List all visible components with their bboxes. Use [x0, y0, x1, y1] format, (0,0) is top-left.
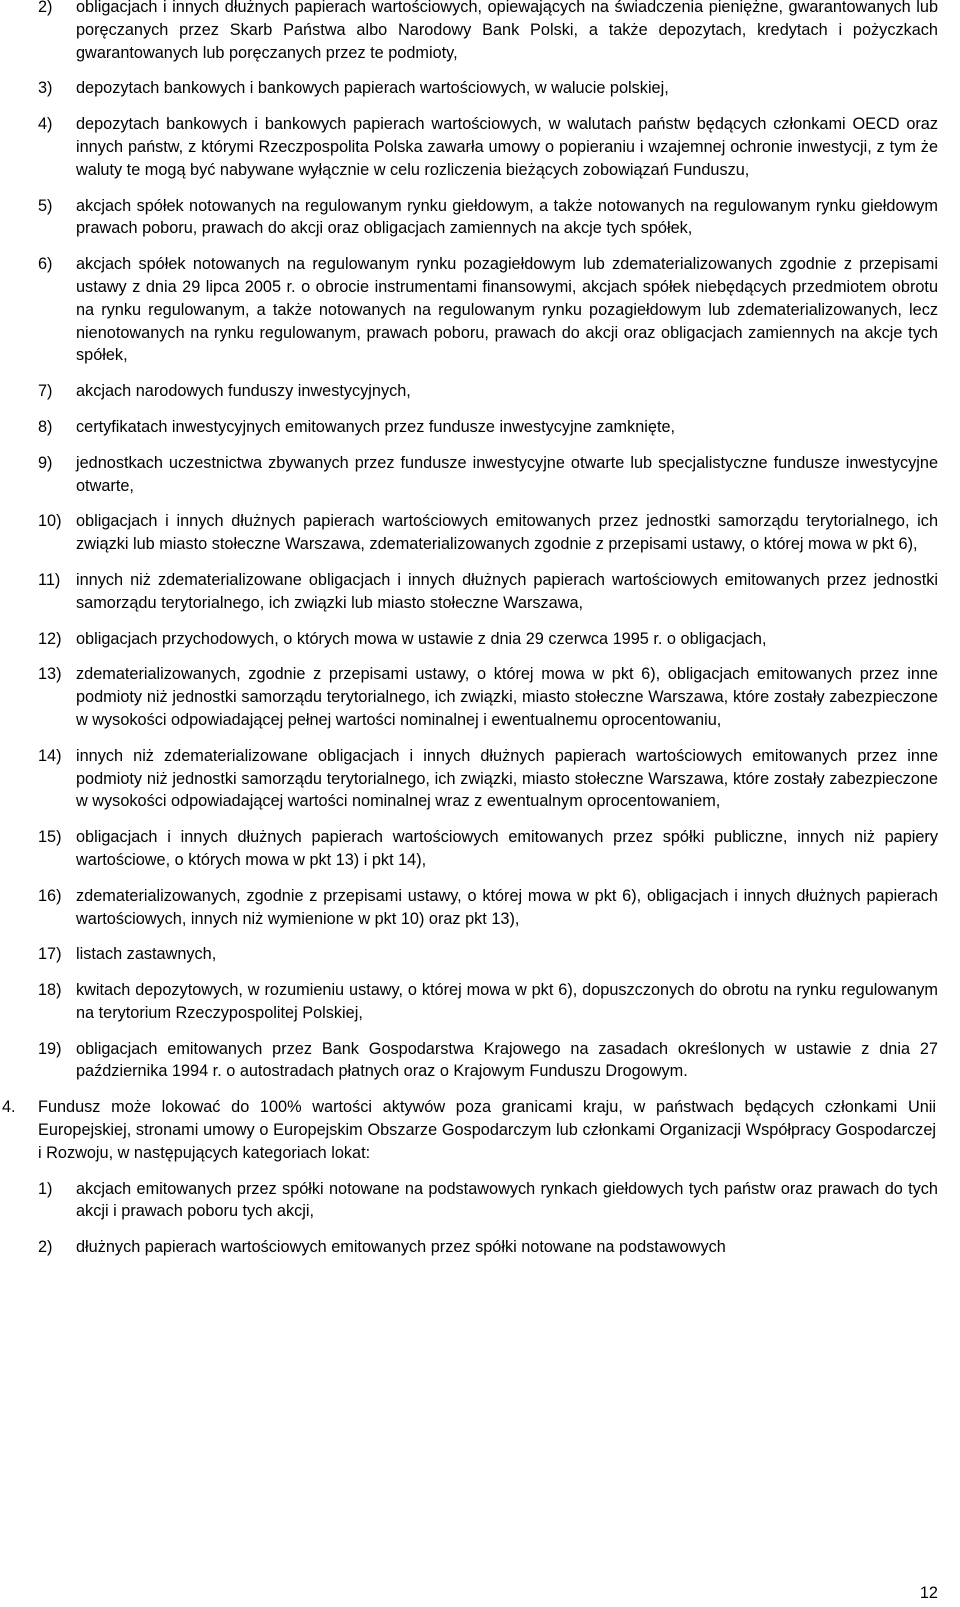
- list-item: [38, 113, 938, 181]
- list-item-number: 1): [38, 1179, 53, 1198]
- list-item-number: 2): [38, 1238, 53, 1257]
- investment-list-b: [0, 1178, 960, 1259]
- list-item-number: 3): [38, 79, 53, 98]
- list-item-number: 2): [38, 0, 53, 16]
- list-item: [38, 745, 938, 813]
- list-item-number: 4): [38, 115, 53, 134]
- list-item-text: jednostkach uczestnictwa zbywanych przez fundusze inwestycyjne otwarte lub specjalistyczne fundusze inwestycyjne otwarte,: [76, 453, 938, 495]
- list-item-text: zdematerializowanych, zgodnie z przepisami ustawy, o której mowa w pkt 6), obligacjach emitowanych przez inne podmioty niż jednostki samorządu terytorialnego, ich związki, miasto stołeczne Warszawa, które zostały zabezpieczone w wysokości odpowiadającej pełnej wartości nominalnej i ewentualnemu oprocentowaniu,: [76, 665, 938, 729]
- list-item-number: 15): [38, 828, 62, 847]
- list-item-text: kwitach depozytowych, w rozumieniu ustawy, o której mowa w pkt 6), dopuszczonych do obrotu na rynku regulowanym na terytorium Rzeczypospolitej Polskiej,: [76, 981, 938, 1022]
- list-item: [38, 452, 938, 498]
- list-item-number: 11): [38, 570, 61, 589]
- list-item-text: obligacjach emitowanych przez Bank Gospodarstwa Krajowego na zasadach określonych w ustawie z dnia 27 października 1994 r. o autostradach płatnych oraz o Krajowym Funduszu Drogowym.: [76, 1039, 938, 1081]
- list-item-text: innych niż zdematerializowane obligacjach i innych dłużnych papierach wartościowych emitowanych przez jednostki samorządu terytorialnego, ich związki lub miasto stołeczne Warszawa,: [76, 570, 938, 612]
- list-item: [38, 663, 938, 731]
- list-item-text: akcjach narodowych funduszy inwestycyjnych,: [76, 382, 411, 401]
- list-item-text: obligacjach przychodowych, o których mowa w ustawie z dnia 29 czerwca 1995 r. o obligacjach,: [76, 629, 767, 648]
- list-item-number: 10): [38, 512, 62, 531]
- list-item: [38, 380, 938, 403]
- list-item: [38, 1236, 938, 1259]
- list-item-number: 13): [38, 665, 62, 684]
- list-item-text: zdematerializowanych, zgodnie z przepisami ustawy, o której mowa w pkt 6), obligacjach i innych dłużnych papierach wartościowych, innych niż wymienione w pkt 10) oraz pkt 13),: [76, 886, 938, 928]
- list-item-text: listach zastawnych,: [76, 945, 217, 964]
- list-item: [38, 885, 938, 931]
- list-item-text: depozytach bankowych i bankowych papierach wartościowych, w walucie polskiej,: [76, 79, 669, 98]
- list-item: [38, 195, 938, 241]
- list-item-text: obligacjach i innych dłużnych papierach wartościowych emitowanych przez spółki publiczne, innych niż papiery wartościowe, o których mowa w pkt 13) i pkt 14),: [76, 828, 938, 869]
- list-item-number: 7): [38, 382, 53, 401]
- list-item: [38, 77, 938, 100]
- list-item-number: 19): [38, 1039, 62, 1058]
- list-item: [38, 0, 938, 64]
- page-number: 12: [919, 1584, 938, 1602]
- list-item-number: 8): [38, 417, 53, 436]
- list-item-text: depozytach bankowych i bankowych papierach wartościowych, w walutach państw będących członkami OECD oraz innych państw, z którymi Rzeczpospolita Polska zawarła umowy o popieraniu i wzajemnej ochronie inwestycji, z tym że waluty te mogą być nabywane wyłącznie w celu rozliczenia bieżących zobowiązań Funduszu,: [76, 115, 938, 179]
- list-item-text: innych niż zdematerializowane obligacjach i innych dłużnych papierach wartościowych emitowanych przez inne podmioty niż jednostki samorządu terytorialnego, ich związki, miasto stołeczne Warszawa, które zostały zabezpieczone w wysokości odpowiadającej wartości nominalnej wraz z ewentualnym oprocentowaniem,: [76, 746, 938, 811]
- list-item-number: 9): [38, 453, 53, 472]
- list-item-text: akcjach spółek notowanych na regulowanym rynku giełdowym, a także notowanych na regulowanym rynku giełdowym prawach poboru, prawach do akcji oraz obligacjach zamiennych na akcje tych spółek,: [76, 196, 938, 238]
- list-item-number: 12): [38, 629, 62, 648]
- list-item-text: akcjach emitowanych przez spółki notowane na podstawowych rynkach giełdowych tych państw oraz prawach do tych akcji i prawach poboru tych akcji,: [76, 1179, 938, 1221]
- list-item-text: akcjach spółek notowanych na regulowanym rynku pozagiełdowym lub zdematerializowanych zgodnie z przepisami ustawy z dnia 29 lipca 2005 r. o obrocie instrumentami finansowymi, akcjach spółek niebędących przedmiotem obrotu na rynku regulowanym, a także notowanych na regulowanym rynku pozagiełdowym lub zdematerializowanych, lecz nienotowanych na rynku regulowanym, prawach poboru, prawach do akcji oraz obligacjach zamiennych na akcje tych spółek,: [76, 255, 938, 365]
- list-item: [38, 979, 938, 1025]
- list-item-text: certyfikatach inwestycyjnych emitowanych przez fundusze inwestycyjne zamknięte,: [76, 417, 676, 436]
- section-text: Fundusz może lokować do 100% wartości aktywów poza granicami kraju, w państwach będących członkami Unii Europejskiej, stronami umowy o Europejskim Obszarze Gospodarczym lub członkami Organizacji Współpracy Gospodarczej i Rozwoju, w następujących kategoriach lokat:: [38, 1098, 936, 1162]
- list-item-number: 17): [38, 945, 62, 964]
- list-item-number: 5): [38, 196, 53, 215]
- list-item: [38, 510, 938, 556]
- list-item: [38, 416, 938, 439]
- list-item: [38, 569, 938, 615]
- list-item: [38, 253, 938, 367]
- list-item: [38, 1178, 938, 1224]
- list-item: [38, 943, 938, 966]
- section-number: 4.: [2, 1098, 16, 1117]
- list-item-text: dłużnych papierach wartościowych emitowanych przez spółki notowane na podstawowych: [76, 1238, 726, 1257]
- list-item-number: 6): [38, 255, 53, 274]
- list-item-number: 16): [38, 886, 62, 905]
- list-item: [38, 628, 938, 651]
- section-4: [2, 1096, 936, 1164]
- list-item-text: obligacjach i innych dłużnych papierach wartościowych emitowanych przez jednostki samorządu terytorialnego, ich związki lub miasto stołeczne Warszawa, zdematerializowanych zgodnie z przepisami ustawy, o której mowa w pkt 6),: [76, 512, 938, 554]
- list-item: [38, 1038, 938, 1084]
- list-item-number: 18): [38, 981, 62, 1000]
- list-item-text: obligacjach i innych dłużnych papierach wartościowych, opiewających na świadczenia pieniężne, gwarantowanych lub poręczanych przez Skarb Państwa albo Narodowy Bank Polski, a także depozytach, kredytach i pożyczkach gwarantowanych lub poręczanych przez te podmioty,: [76, 0, 938, 62]
- list-item: [38, 826, 938, 872]
- list-item-number: 14): [38, 746, 62, 765]
